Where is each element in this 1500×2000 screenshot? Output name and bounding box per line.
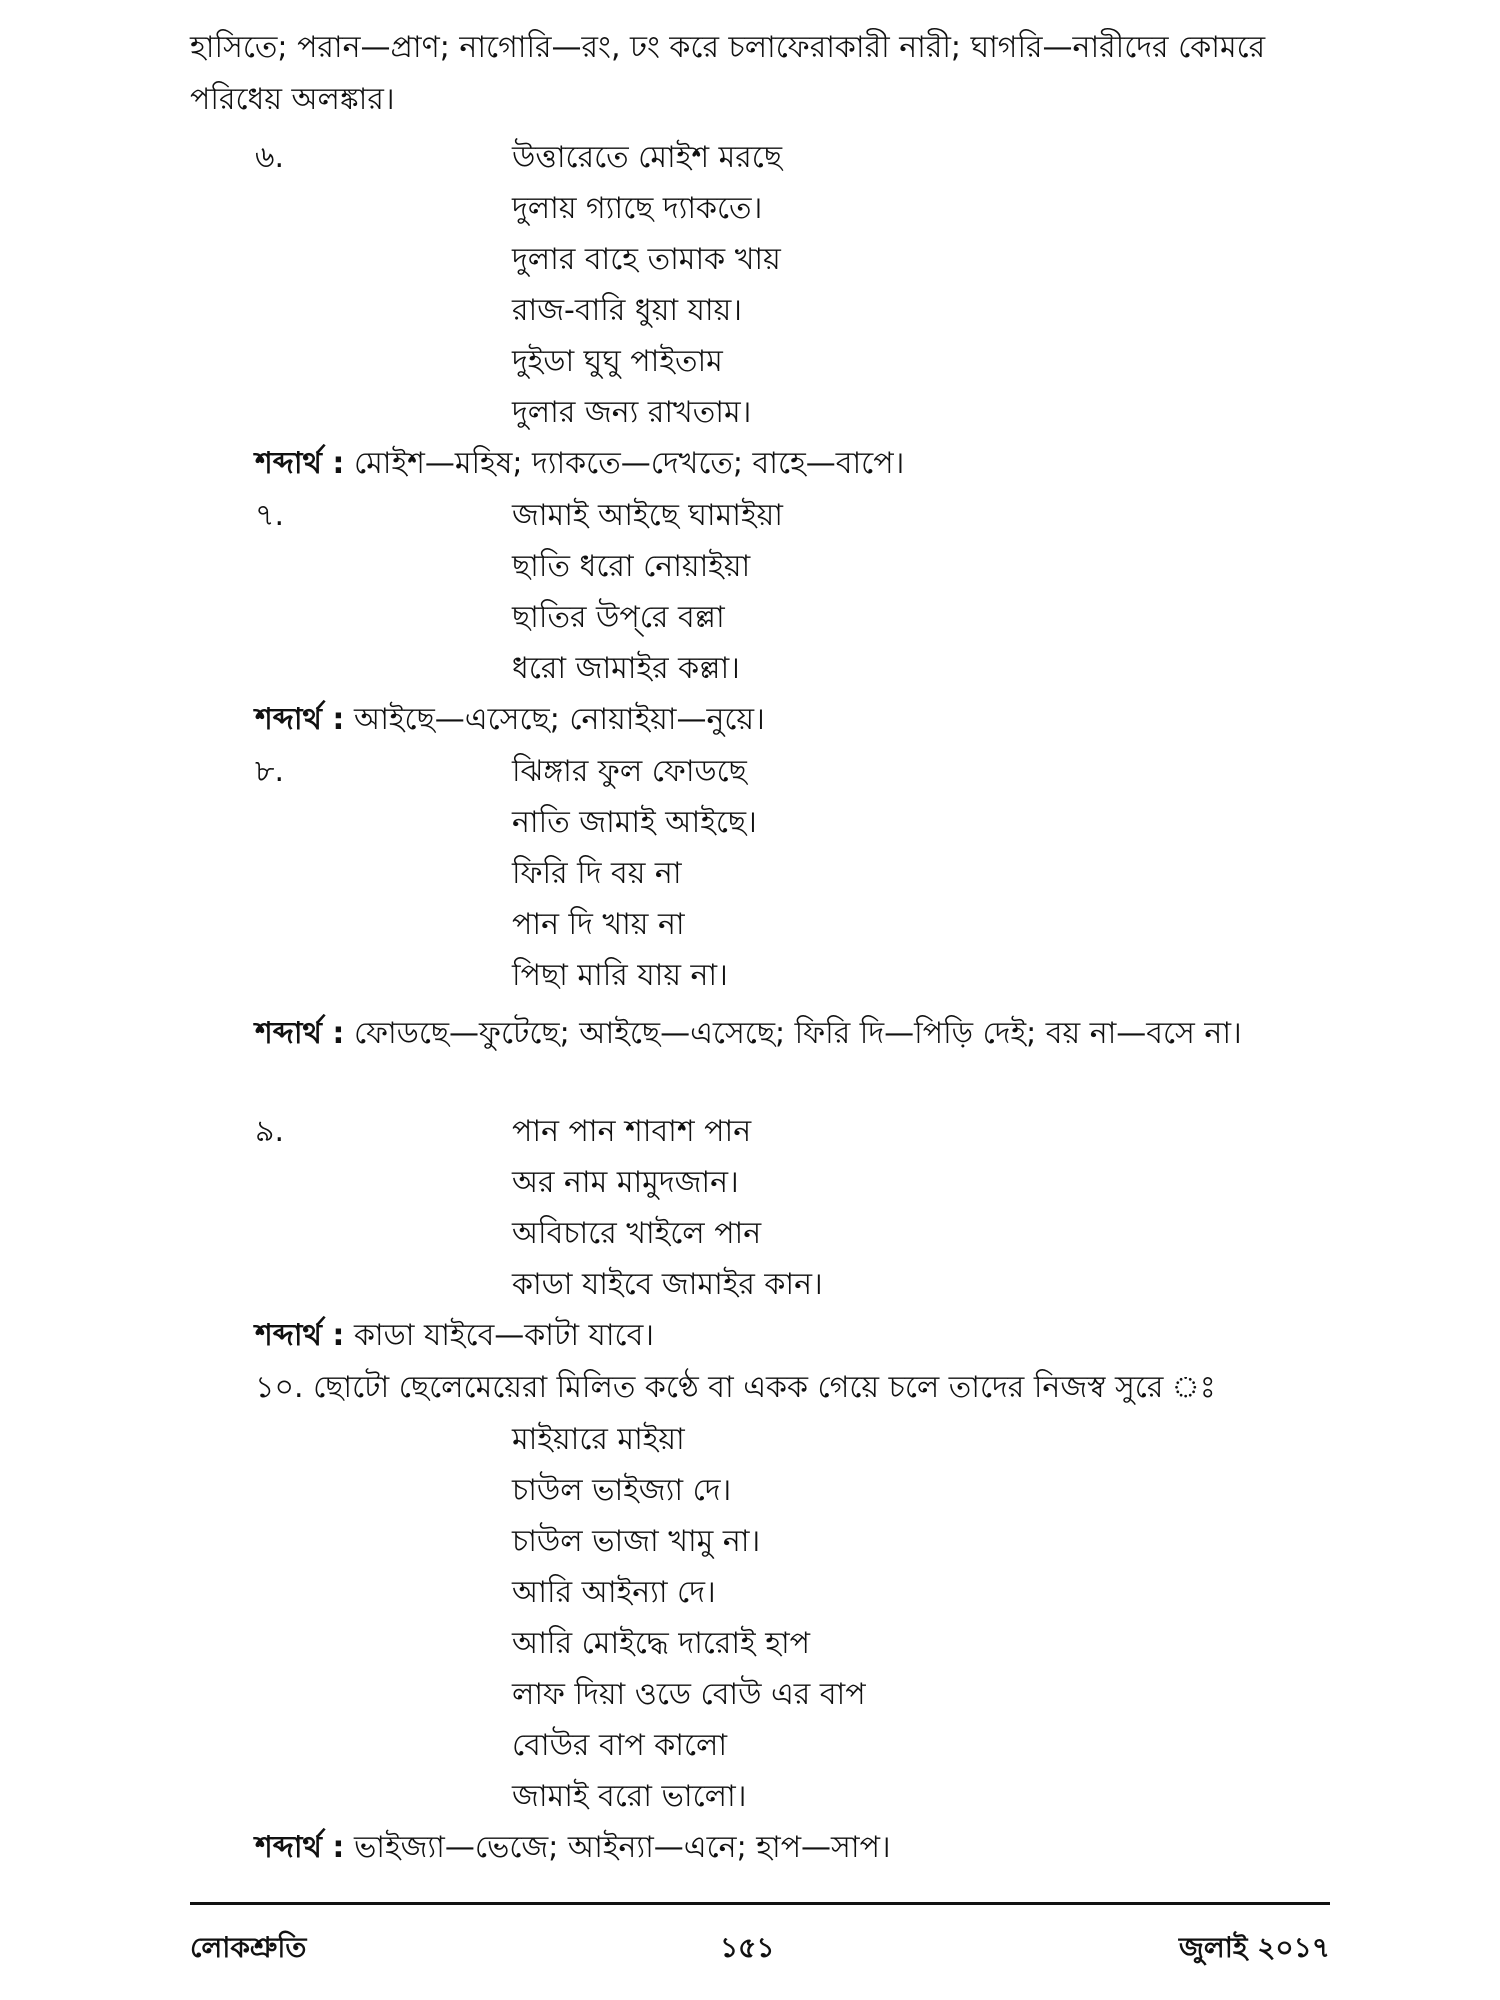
- gloss-text: আইছে—এসেছে; নোয়াইয়া—নুয়ে।: [353, 702, 765, 737]
- poem-line: পিছা মারি যায় না।: [512, 958, 728, 993]
- poem-line: আরি আইন্যা দে।: [512, 1575, 716, 1610]
- poem-line: লাফ দিয়া ওডে বোউ এর বাপ: [512, 1677, 866, 1712]
- gloss-text: কাডা যাইবে—কাটা যাবে।: [353, 1318, 655, 1353]
- poem-number-10: ১০.: [255, 1370, 304, 1405]
- poem-line: ঝিঙ্গার ফুল ফোডছে: [512, 754, 747, 789]
- gloss-7: [255, 700, 765, 740]
- gloss-9: [255, 1316, 654, 1356]
- poem-line: দুলার জন্য রাখতাম।: [512, 395, 752, 430]
- poem-line: উত্তারেতে মোইশ মরছে: [512, 140, 782, 175]
- poem-line: রাজ-বারি ধুয়া যায়।: [512, 293, 742, 328]
- poem-line: জামাই বরো ভালো।: [512, 1779, 747, 1814]
- poem-line: পান পান শাবাশ পান: [512, 1114, 752, 1149]
- poem-line: নাতি জামাই আইছে।: [512, 805, 757, 840]
- poem-number-6: ৬.: [255, 140, 285, 175]
- poem-line: মাইয়ারে মাইয়া: [512, 1422, 685, 1457]
- poem-line: ফিরি দি বয় না: [512, 856, 682, 891]
- poem-line: অবিচারে খাইলে পান: [512, 1216, 762, 1251]
- gloss-label: শব্দার্থ :: [255, 446, 345, 481]
- poem-line: ছাতি ধরো নোয়াইয়া: [512, 549, 751, 584]
- poem-line: ছাতির উপ্‌রে বল্লা: [512, 600, 725, 635]
- poem-10-intro: ছোটো ছেলেমেয়েরা মিলিত কণ্ঠে বা একক গেয়ে চলে তাদের নিজস্ব সুরে ঃ: [313, 1370, 1216, 1405]
- poem-line: কাডা যাইবে জামাইর কান।: [512, 1267, 823, 1302]
- poem-number-9: ৯.: [255, 1114, 285, 1149]
- footer-page-number: ১৫১: [720, 1931, 775, 1964]
- poem-line: পান দি খায় না: [512, 907, 685, 942]
- gloss-8: [190, 1008, 1330, 1060]
- gloss-text: ভাইজ্যা—ভেজে; আইন্যা—এনে; হাপ—সাপ।: [353, 1830, 891, 1865]
- gloss-label: শব্দার্থ :: [255, 702, 345, 737]
- gloss-label: শব্দার্থ :: [255, 1830, 345, 1865]
- gloss-label: শব্দার্থ :: [255, 1016, 345, 1051]
- gloss-6: [255, 444, 904, 484]
- gloss-label: শব্দার্থ :: [255, 1318, 345, 1353]
- poem-line: আরি মোইদ্ধে দারোই হাপ: [512, 1626, 811, 1661]
- poem-line: ধরো জামাইর কল্লা।: [512, 651, 740, 686]
- gloss-text: মোইশ—মহিষ; দ্যাকতে—দেখতে; বাহে—বাপে।: [353, 446, 905, 481]
- poem-line: অর নাম মামুদজান।: [512, 1165, 739, 1200]
- footer-rule: [190, 1902, 1330, 1905]
- gloss-10: [255, 1828, 891, 1868]
- poem-line: চাউল ভাজা খামু না।: [512, 1524, 761, 1559]
- footer-journal-name: লোকশ্রুতি: [190, 1931, 307, 1964]
- poem-line: দুলার বাহে তামাক খায়: [512, 242, 781, 277]
- footer-date: জুলাই ২০১৭: [1178, 1931, 1330, 1964]
- poem-line: চাউল ভাইজ্যা দে।: [512, 1473, 732, 1508]
- poem-line: জামাই আইছে ঘামাইয়া: [512, 498, 783, 533]
- poem-line: দুলায় গ্যাছে দ্যাকতে।: [512, 191, 763, 226]
- poem-10-intro-line: [255, 1368, 1216, 1408]
- poem-number-8: ৮.: [255, 754, 285, 789]
- poem-number-7: ৭.: [255, 498, 285, 533]
- poem-line: বোউর বাপ কালো: [512, 1728, 728, 1763]
- gloss-text: ফোডছে—ফুটেছে; আইছে—এসেছে; ফিরি দি—পিড়ি দেই; বয় না—বসে না।: [353, 1016, 1242, 1051]
- poem-line: দুইডা ঘুঘু পাইতাম: [512, 344, 723, 379]
- intro-paragraph: হাসিতে; পরান—প্রাণ; নাগোরি—রং, ঢং করে চলাফেরাকারী নারী; ঘাগরি—নারীদের কোমরে পরিধেয় অলঙ্কার।: [190, 30, 1266, 117]
